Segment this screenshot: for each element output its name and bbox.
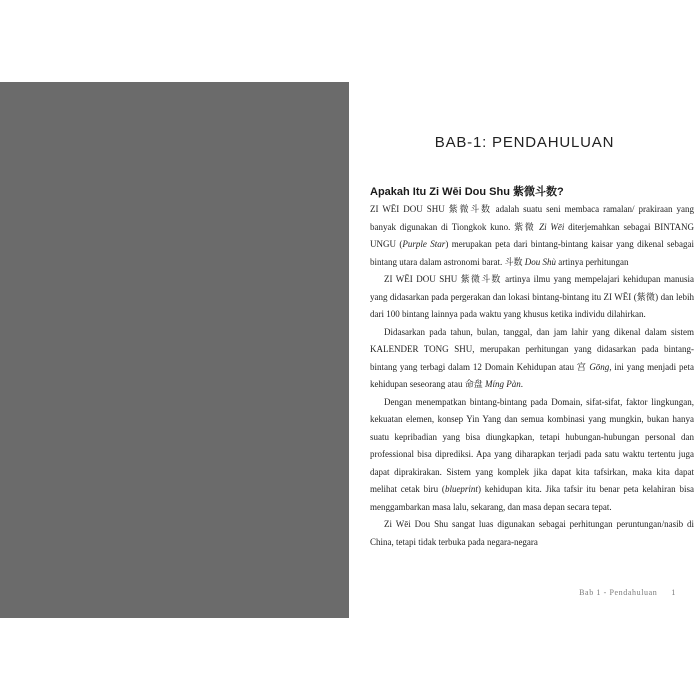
paragraph-4	[370, 394, 694, 517]
footer-chapter-label: Bab 1 - Pendahuluan	[579, 588, 658, 597]
text-run: Zi Wēi Dou Shu sangat luas digunakan sebagai perhitungan peruntungan/nasib di China, tetapi tidak terbuka pada negara-negara	[370, 519, 694, 547]
text-run: ZI WĒI DOU SHU 紫微斗数 artinya ilmu yang mempelajari kehidupan manusia yang didasarkan pada pergerakan dan lokasi bintang-bintang itu ZI WĒI (紫微) dan lebih dari 100 bintang lainnya pada waktu yang khusus ketika individu dilahirkan.	[370, 274, 694, 319]
body-text	[370, 183, 694, 551]
book-page	[349, 82, 700, 618]
paragraph-1	[370, 201, 694, 271]
italic-term: blueprint	[444, 484, 478, 494]
section-heading: Apakah Itu Zi Wēi Dou Shu 紫微斗数?	[370, 186, 564, 198]
text-run: ) kehidupan kita. Jika tafsir itu benar peta kelahiran bisa menggambarkan masa lalu, sekarang, dan masa depan secara tepat.	[370, 484, 694, 512]
text-run: artinya perhitungan	[555, 256, 629, 267]
running-footer	[579, 588, 676, 597]
italic-term: Purple Star	[402, 239, 446, 249]
paragraph-3	[370, 324, 694, 394]
page-number: 1	[671, 588, 676, 597]
italic-term: Gōng	[589, 361, 610, 372]
text-run: diterjemahkan sebagai BINTANG UNGU (	[370, 221, 695, 249]
text-run: ) merupakan peta dari bintang-bintang kaisar yang dikenal sebagai bintang utara dalam astronomi barat. 斗数	[370, 239, 694, 267]
text-run: ZI WĒI DOU SHU 紫微斗数 adalah suatu seni membaca ramalan/ prakiraan yang banyak digunakan di Tiongkok kuno. 紫微	[370, 204, 694, 232]
text-run: .	[520, 379, 523, 389]
text-run: Dengan menempatkan bintang-bintang pada Domain, sifat-sifat, faktor lingkungan, kekuatan elemen, konsep Yin Yang dan semua kombinasi yang mungkin, bukan hanya suatu kepribadian yang bisa diungkapkan, tetapi hubungan-hubungan personal dan professional bisa diprediksi. Apa yang diharapkan terjadi pada satu waktu tertentu juga dapat diprakirakan. Sistem yang komplek jika dapat kita tafsirkan, maka kita dapat melihat cetak biru (	[370, 396, 694, 494]
text-run: , ini yang menjadi peta kehidupan seseorang atau 命盘	[370, 361, 694, 389]
italic-term: Míng Pàn	[484, 379, 521, 389]
left-page-blank	[0, 82, 349, 618]
paragraph-2	[370, 271, 694, 324]
chapter-title: BAB-1: PENDAHULUAN	[434, 134, 615, 151]
paragraph-5	[370, 516, 694, 551]
italic-term: Zi Wēi	[539, 221, 565, 232]
italic-term: Dou Shù	[524, 256, 556, 267]
text-run: Didasarkan pada tahun, bulan, tanggal, dan jam lahir yang dikenal dalam sistem KALENDER TONG SHU, merupakan perhitungan yang didasarkan pada bintang-bintang yang terbagi dalam 12 Domain Kehidupan atau 宫	[370, 326, 694, 372]
